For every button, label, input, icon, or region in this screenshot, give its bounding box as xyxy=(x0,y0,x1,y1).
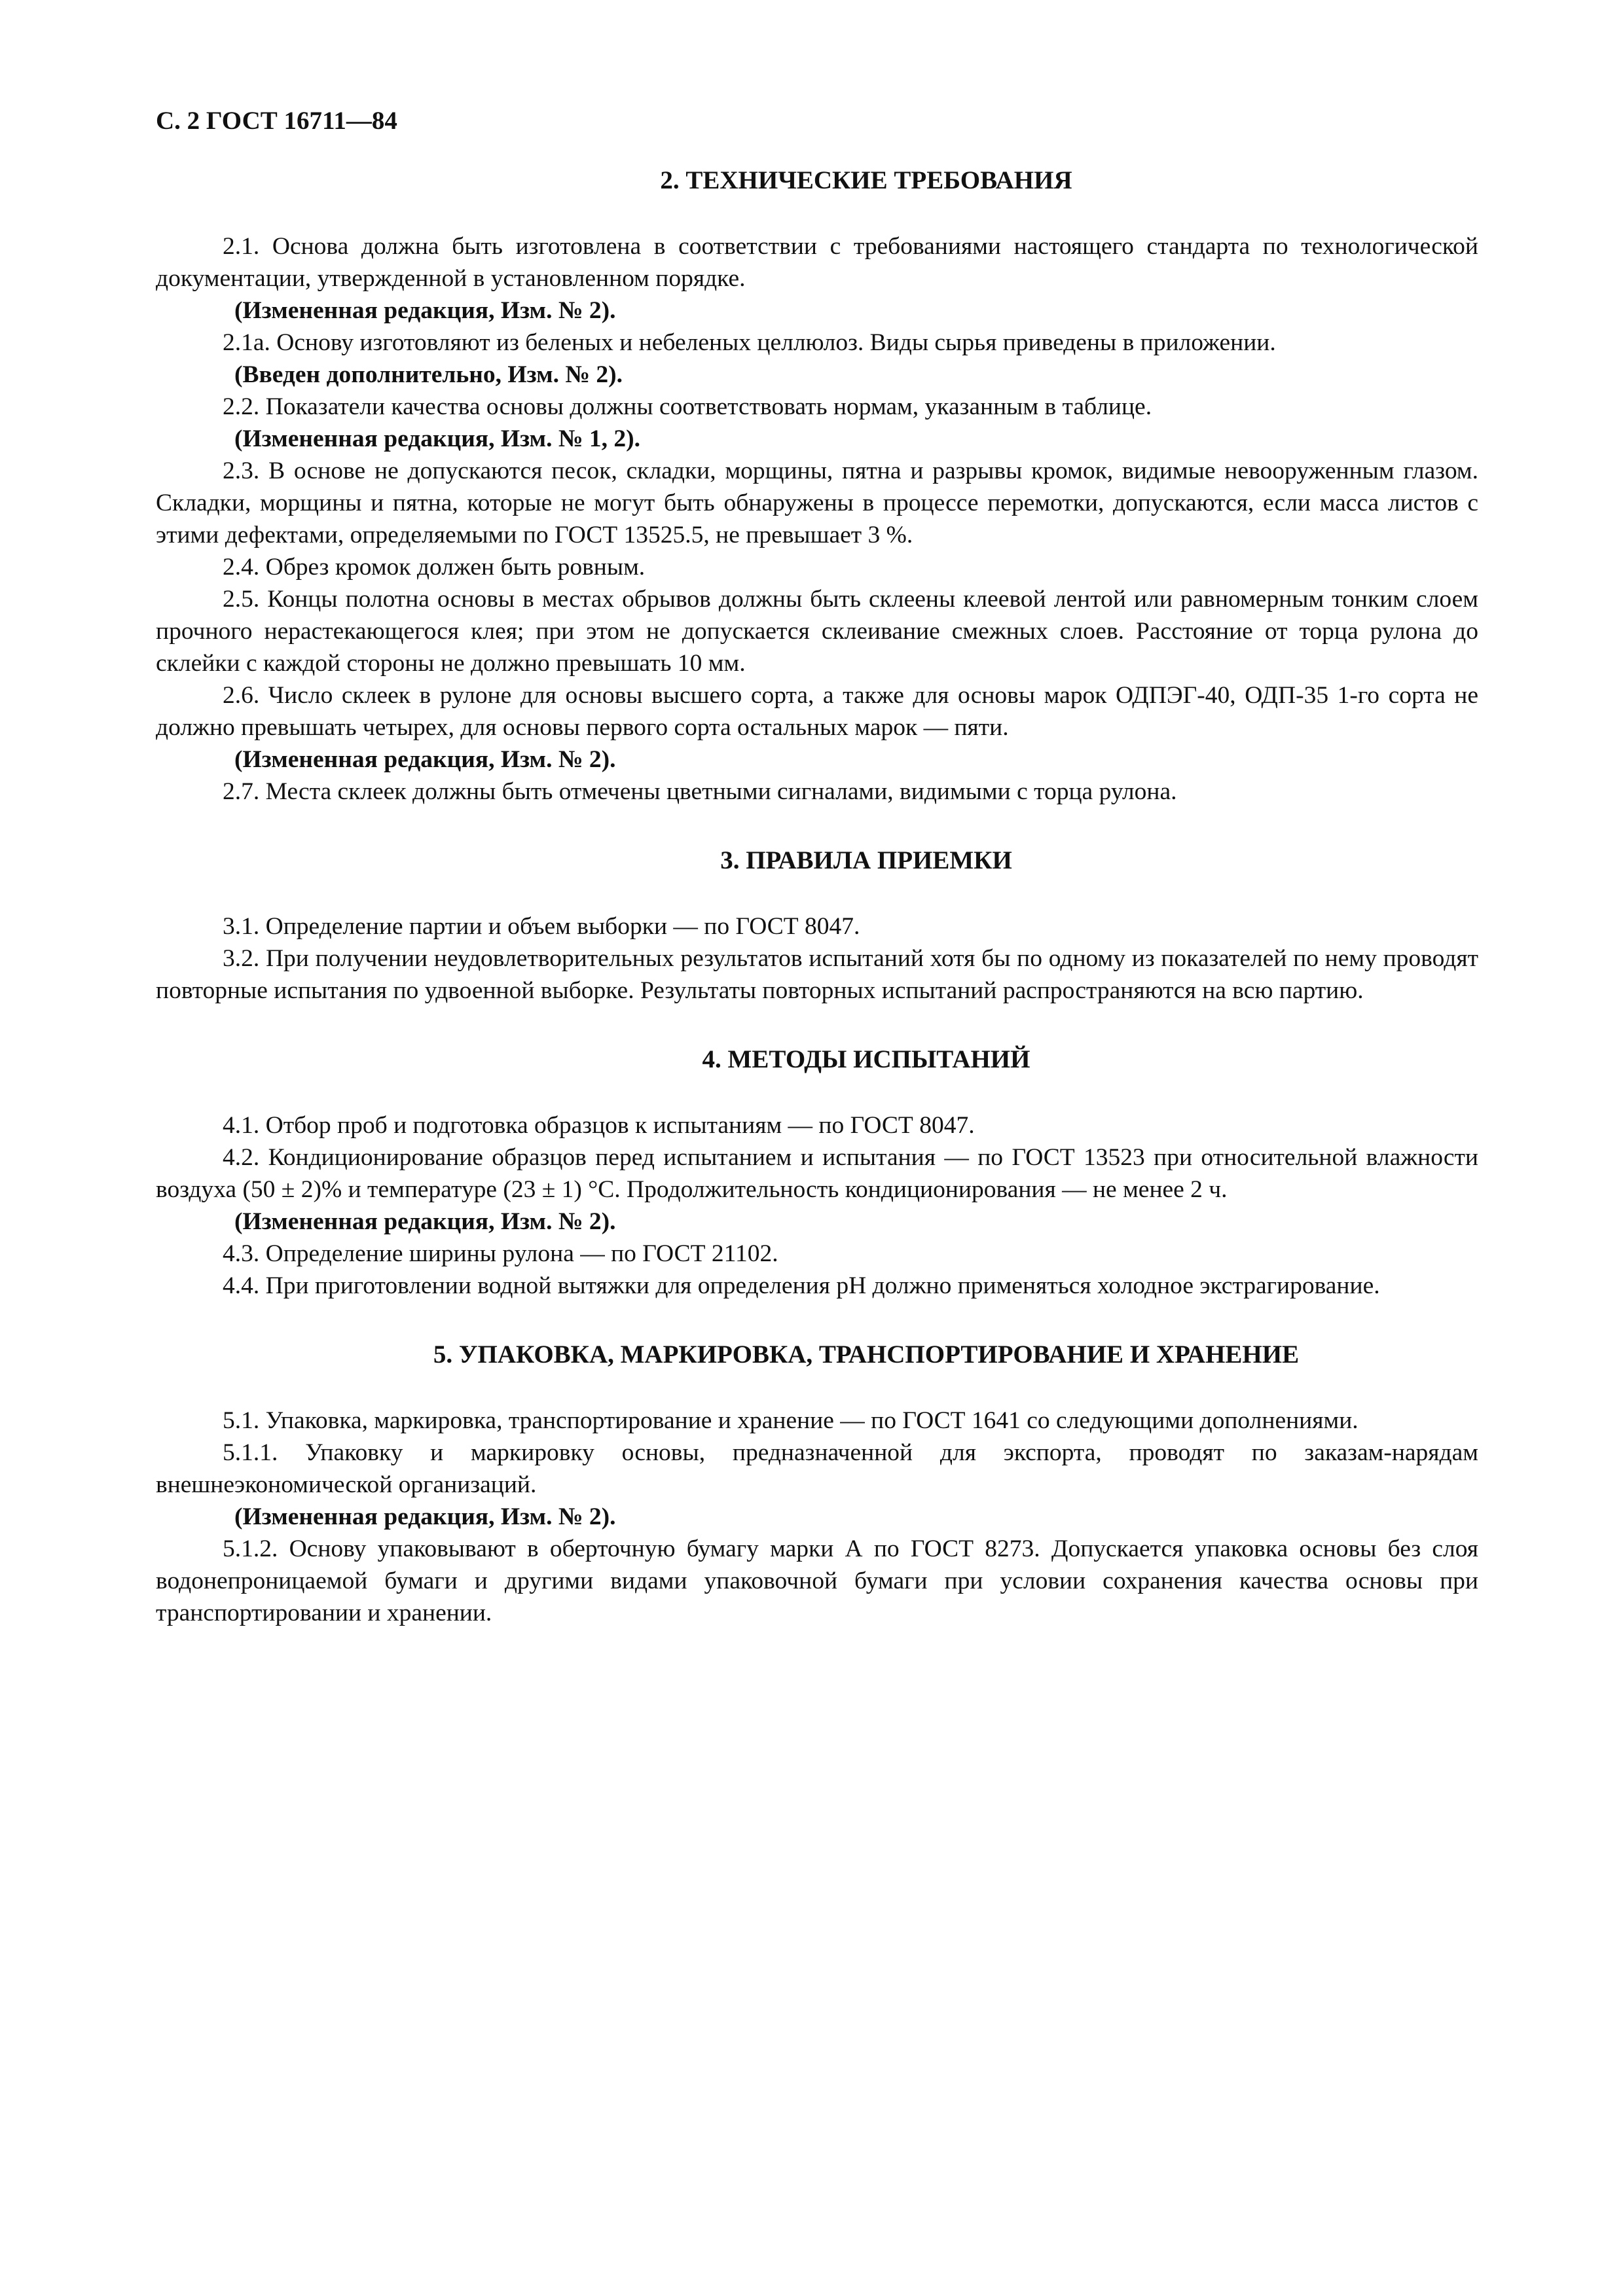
amendment-note: (Измененная редакция, Изм. № 2). xyxy=(234,746,616,773)
paragraph: 4.3. Определение ширины рулона — по ГОСТ 21102. xyxy=(223,1240,778,1267)
amendment-note: (Измененная редакция, Изм. № 2). xyxy=(234,297,616,324)
paragraph: 2.3. В основе не допускаются песок, складки, морщины, пятна и разрывы кромок, видимые невооруженным глазом. Складки, морщины и пятна, которые не могут быть обнаружены в процессе перемотки, допускаются, если масса листов с этими дефектами, определяемыми по ГОСТ 13525.5, не превышает 3 %. xyxy=(156,457,1478,548)
amendment-note: (Измененная редакция, Изм. № 2). xyxy=(234,1208,616,1235)
document-page xyxy=(156,105,1478,1629)
section xyxy=(156,1043,1478,1302)
title-spacer xyxy=(156,1371,1478,1405)
paragraph: 2.5. Концы полотна основы в местах обрывов должны быть склеены клеевой лентой или равномерным тонким слоем прочного нерастекающегося клея; при этом не допускается склеивание смежных слоев. Расстояние от торца рулона до склейки с каждой стороны не должно превышать 10 мм. xyxy=(156,586,1478,677)
amendment-note: (Измененная редакция, Изм. № 2). xyxy=(234,1503,616,1530)
section-spacer xyxy=(156,1302,1478,1338)
amendment-note: (Измененная редакция, Изм. № 1, 2). xyxy=(234,425,641,452)
paragraph: 4.4. При приготовлении водной вытяжки для определения pH должно применяться холодное экстрагирование. xyxy=(223,1272,1380,1299)
paragraph: 3.2. При получении неудовлетворительных результатов испытаний хотя бы по одному из показателей по нему проводят повторные испытания по удвоенной выборке. Результаты повторных испытаний распространяются на всю партию. xyxy=(156,945,1478,1004)
section-title: 5. УПАКОВКА, МАРКИРОВКА, ТРАНСПОРТИРОВАНИЕ И ХРАНЕНИЕ xyxy=(433,1340,1300,1369)
paragraph: 5.1.2. Основу упаковывают в оберточную бумагу марки А по ГОСТ 8273. Допускается упаковка основы без слоя водонепроницаемой бумаги и другими видами упаковочной бумаги при условии сохранения качества основы при транспортировании и хранении. xyxy=(156,1535,1478,1626)
title-spacer xyxy=(156,1075,1478,1109)
paragraph: 4.1. Отбор проб и подготовка образцов к испытаниям — по ГОСТ 8047. xyxy=(223,1112,975,1139)
title-spacer xyxy=(156,196,1478,230)
section xyxy=(156,1338,1478,1629)
section xyxy=(156,844,1478,1007)
document-body xyxy=(156,164,1478,1629)
paragraph: 2.2. Показатели качества основы должны соответствовать нормам, указанным в таблице. xyxy=(223,393,1152,420)
paragraph: 2.1а. Основу изготовляют из беленых и небеленых целлюлоз. Виды сырья приведены в приложении. xyxy=(223,329,1276,356)
section xyxy=(156,164,1478,808)
paragraph: 2.4. Обрез кромок должен быть ровным. xyxy=(223,554,646,581)
section-spacer xyxy=(156,808,1478,844)
section-title: 2. ТЕХНИЧЕСКИЕ ТРЕБОВАНИЯ xyxy=(660,166,1072,194)
section-title: 3. ПРАВИЛА ПРИЕМКИ xyxy=(720,846,1012,874)
paragraph: 2.6. Число склеек в рулоне для основы высшего сорта, а также для основы марок ОДПЭГ-40, ОДП-35 1-го сорта не должно превышать четырех, для основы первого сорта остальных марок — пяти. xyxy=(156,682,1478,741)
amendment-note: (Введен дополнительно, Изм. № 2). xyxy=(234,361,623,388)
section-title: 4. МЕТОДЫ ИСПЫТАНИЙ xyxy=(702,1045,1030,1073)
paragraph: 2.7. Места склеек должны быть отмечены цветными сигналами, видимыми с торца рулона. xyxy=(223,778,1177,805)
paragraph: 3.1. Определение партии и объем выборки — по ГОСТ 8047. xyxy=(223,913,860,940)
title-spacer xyxy=(156,876,1478,910)
section-spacer xyxy=(156,1007,1478,1043)
paragraph: 4.2. Кондиционирование образцов перед испытанием и испытания — по ГОСТ 13523 при относительной влажности воздуха (50 ± 2)% и температуре (23 ± 1) °С. Продолжительность кондиционирования — не менее 2 ч. xyxy=(156,1144,1478,1203)
paragraph: 5.1.1. Упаковку и маркировку основы, предназначенной для экспорта, проводят по заказам-нарядам внешнеэкономической организаций. xyxy=(156,1439,1478,1498)
paragraph: 2.1. Основа должна быть изготовлена в соответствии с требованиями настоящего стандарта по технологической документации, утвержденной в установленном порядке. xyxy=(156,233,1478,292)
page-header: С. 2 ГОСТ 16711—84 xyxy=(156,107,397,135)
paragraph: 5.1. Упаковка, маркировка, транспортирование и хранение — по ГОСТ 1641 со следующими дополнениями. xyxy=(223,1407,1359,1434)
